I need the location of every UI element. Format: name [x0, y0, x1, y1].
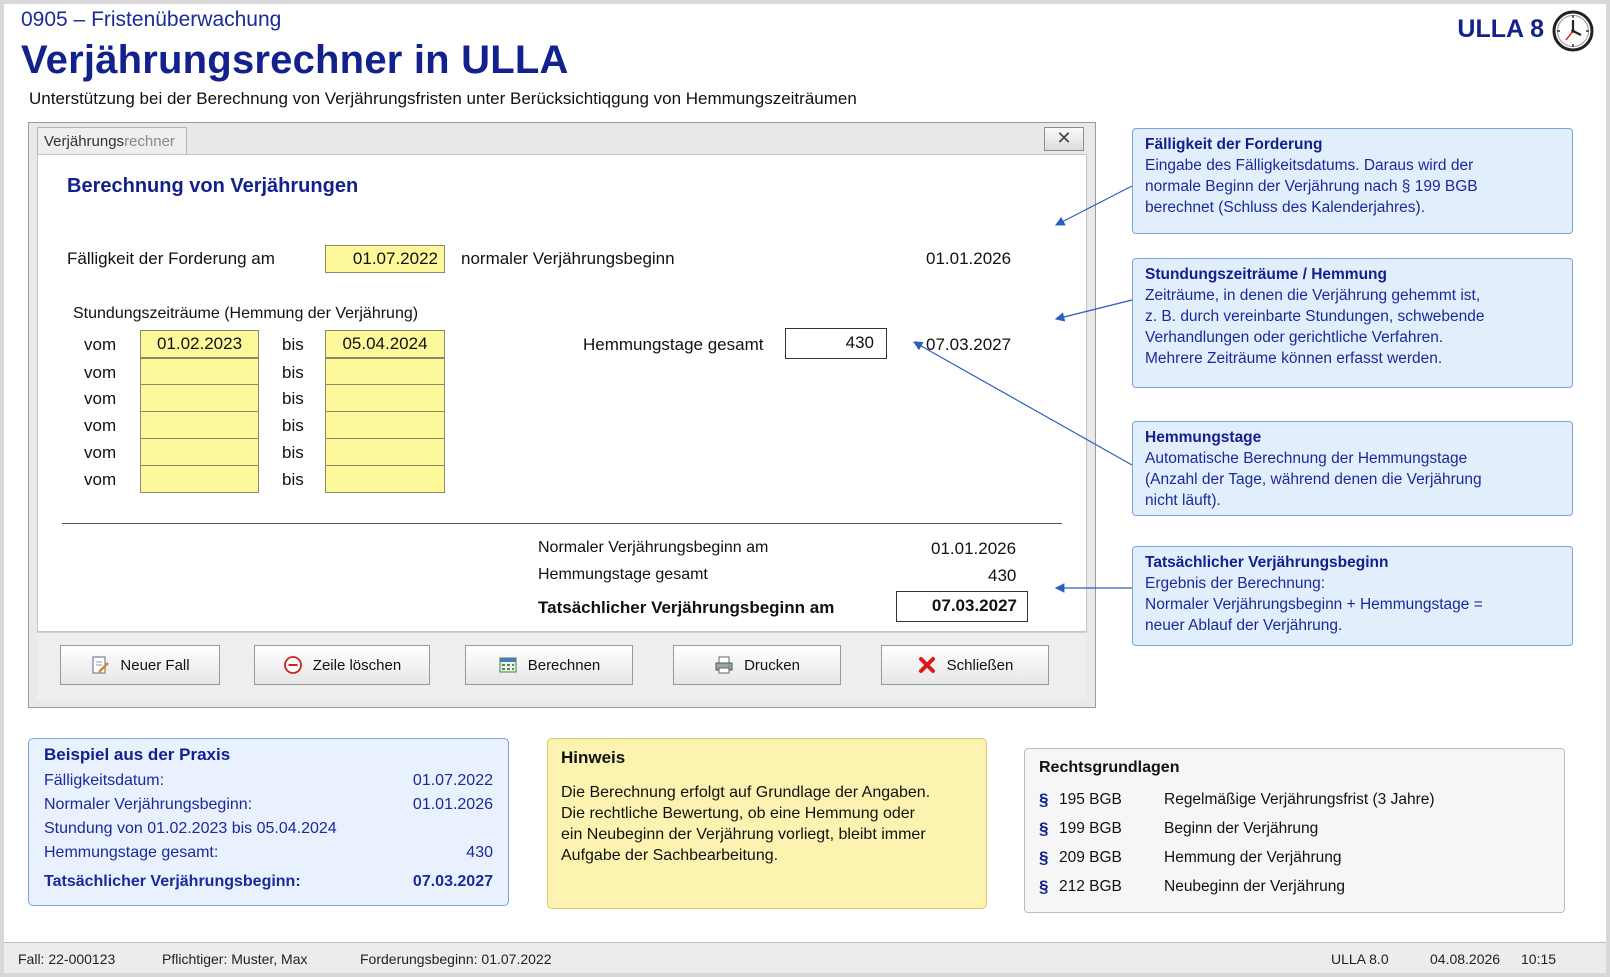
button-bar: [37, 632, 1087, 700]
legal-ref: 212 BGB: [1059, 877, 1122, 895]
period-from-label: vom: [84, 389, 117, 408]
period-to-input[interactable]: [325, 465, 445, 493]
minus-circle-icon: [283, 655, 303, 675]
close-button[interactable]: [881, 645, 1049, 685]
callout-line: Mehrere Zeiträume können erfasst werden.: [1145, 350, 1443, 367]
window-close-button[interactable]: [1044, 127, 1084, 151]
due-date-input[interactable]: 01.07.2022: [325, 245, 445, 273]
period-from-input[interactable]: [140, 358, 259, 386]
legal-desc: Regelmäßige Verjährungsfrist (3 Jahre): [1164, 790, 1435, 808]
summary-actual-label: Tatsächlicher Verjährungsbeginn am: [538, 598, 835, 617]
new-case-button[interactable]: [60, 645, 220, 685]
calculate-label: Berechnen: [527, 656, 601, 674]
delete-row-label: Zeile löschen: [312, 656, 402, 674]
period-to-label: bis: [282, 335, 304, 354]
summary-days-value: 430: [988, 566, 1017, 585]
status-obligor: Pflichtiger: Muster, Max: [162, 951, 308, 967]
summary-normal-label: Normaler Verjährungsbeginn am: [538, 539, 769, 556]
callout-deferral: [1132, 258, 1573, 388]
callout-title: Tatsächlicher Verjährungsbeginn: [1145, 554, 1389, 571]
status-time: 10:15: [1521, 951, 1557, 967]
legal-basis-row: [1039, 843, 1550, 872]
deferral-heading: Stundungszeiträume (Hemmung der Verjährung): [73, 305, 419, 322]
paragraph-icon: §: [1039, 789, 1049, 809]
printer-icon: [714, 655, 734, 675]
example-label: Hemmungstage gesamt:: [44, 844, 219, 861]
suspension-total-label: Hemmungstage gesamt: [583, 335, 764, 354]
legal-basis-list: [1039, 785, 1550, 901]
example-label: Tatsächlicher Verjährungsbeginn:: [44, 873, 301, 890]
legal-ref: 199 BGB: [1059, 819, 1122, 837]
callout-title: Stundungszeiträume / Hemmung: [1145, 266, 1387, 283]
window-tab-label-suffix: rechner: [124, 133, 175, 150]
hint-panel: [547, 738, 987, 909]
status-claim-start: Forderungsbeginn: 01.07.2022: [360, 951, 552, 967]
due-date-label: Fälligkeit der Forderung am: [67, 249, 275, 268]
period-to-input[interactable]: [325, 384, 445, 412]
example-row: [44, 769, 493, 793]
period-from-label: vom: [84, 416, 117, 435]
brand-logo-text: ULLA 8: [1457, 15, 1544, 43]
callout-line: z. B. durch vereinbarte Stundungen, schwebende: [1145, 308, 1485, 325]
suspension-total-output: 430: [785, 328, 887, 359]
callout-suspension-days: [1132, 421, 1573, 516]
new-document-icon: [90, 655, 110, 675]
period-from-input[interactable]: [140, 465, 259, 493]
period-from-label: vom: [84, 443, 117, 462]
callout-line: Automatische Berechnung der Hemmungstage: [1145, 450, 1468, 467]
period-from-input[interactable]: [140, 384, 259, 412]
window-tab-label: Verjährungs: [44, 133, 125, 150]
period-to-input[interactable]: [325, 411, 445, 439]
module-code: 0905 – Fristenüberwachung: [21, 8, 282, 31]
summary-days-label: Hemmungstage gesamt: [538, 566, 708, 583]
callout-due-date: [1132, 128, 1573, 234]
hint-title: Hinweis: [561, 748, 626, 767]
hint-line: Aufgabe der Sachbearbeitung.: [561, 847, 779, 864]
callout-line: Ergebnis der Berechnung:: [1145, 575, 1326, 592]
period-to-label: bis: [282, 363, 304, 382]
red-x-icon: [917, 655, 937, 675]
new-case-label: Neuer Fall: [120, 656, 190, 674]
example-row: [44, 817, 493, 841]
example-label: Fälligkeitsdatum:: [44, 772, 165, 789]
window-tab[interactable]: [37, 127, 187, 154]
summary-normal-value: 01.01.2026: [931, 539, 1017, 558]
section-title: Berechnung von Verjährungen: [67, 175, 359, 197]
example-row: [44, 870, 493, 894]
legal-desc: Hemmung der Verjährung: [1164, 848, 1342, 866]
example-row: [44, 793, 493, 817]
suspension-result-date: 07.03.2027: [926, 335, 1012, 354]
legal-desc: Neubeginn der Verjährung: [1164, 877, 1345, 895]
period-from-label: vom: [84, 470, 117, 489]
period-to-input[interactable]: 05.04.2024: [325, 330, 445, 358]
callout-line: nicht läuft).: [1145, 492, 1221, 509]
period-to-label: bis: [282, 470, 304, 489]
legal-ref: 209 BGB: [1059, 848, 1122, 866]
example-panel: [28, 738, 509, 906]
period-from-input[interactable]: [140, 438, 259, 466]
callout-line: neuer Ablauf der Verjährung.: [1145, 617, 1343, 634]
period-to-label: bis: [282, 443, 304, 462]
example-value: 01.07.2022: [412, 772, 493, 789]
legal-ref: 195 BGB: [1059, 790, 1122, 808]
example-value: 07.03.2027: [412, 873, 493, 890]
legal-basis-title: Rechtsgrundlagen: [1039, 759, 1180, 776]
period-to-input[interactable]: [325, 358, 445, 386]
callout-line: Verhandlungen oder gerichtliche Verfahren.: [1145, 329, 1444, 346]
divider: [62, 523, 1062, 524]
example-value: 01.01.2026: [412, 796, 493, 813]
calculator-icon: [498, 655, 518, 675]
calculate-button[interactable]: [465, 645, 633, 685]
paragraph-icon: §: [1039, 847, 1049, 867]
paragraph-icon: §: [1039, 818, 1049, 838]
period-from-label: vom: [84, 363, 117, 382]
calculator-form: [37, 154, 1087, 632]
print-label: Drucken: [744, 656, 800, 674]
summary-actual-output: 07.03.2027: [896, 591, 1028, 622]
period-from-input[interactable]: [140, 411, 259, 439]
clock-icon: [1552, 10, 1594, 52]
callout-line: (Anzahl der Tage, während denen die Verjährung: [1145, 471, 1482, 488]
paragraph-icon: §: [1039, 876, 1049, 896]
callout-line: normale Beginn der Verjährung nach § 199 BGB: [1145, 178, 1478, 195]
callout-line: berechnet (Schluss des Kalenderjahres).: [1145, 199, 1426, 216]
print-button[interactable]: [673, 645, 841, 685]
status-date: 04.08.2026: [1430, 951, 1501, 967]
normal-start-value: 01.01.2026: [926, 249, 1012, 268]
legal-desc: Beginn der Verjährung: [1164, 819, 1319, 837]
period-to-label: bis: [282, 416, 304, 435]
callout-title: Fälligkeit der Forderung: [1145, 136, 1323, 153]
callout-line: Normaler Verjährungsbeginn + Hemmungstage =: [1145, 596, 1483, 613]
status-case: Fall: 22-000123: [18, 951, 116, 967]
period-from-input[interactable]: 01.02.2023: [140, 330, 259, 358]
callout-line: Zeiträume, in denen die Verjährung gehemmt ist,: [1145, 287, 1481, 304]
example-deferral-text: Stundung von 01.02.2023 bis 05.04.2024: [44, 820, 337, 837]
callout-actual-start: [1132, 546, 1573, 646]
hint-line: Die rechtliche Bewertung, ob eine Hemmung oder: [561, 805, 915, 822]
calculator-window: [28, 122, 1096, 708]
example-row: [44, 841, 493, 865]
legal-basis-row: [1039, 785, 1550, 814]
delete-row-button[interactable]: [254, 645, 430, 685]
example-title: Beispiel aus der Praxis: [44, 745, 231, 764]
status-version: ULLA 8.0: [1331, 951, 1389, 967]
hint-line: ein Neubeginn der Verjährung vorliegt, bleibt immer: [561, 826, 926, 843]
period-to-input[interactable]: [325, 438, 445, 466]
close-label: Schließen: [946, 656, 1014, 674]
hint-line: Die Berechnung erfolgt auf Grundlage der Angaben.: [561, 784, 931, 801]
example-label: Normaler Verjährungsbeginn:: [44, 796, 253, 813]
legal-basis-row: [1039, 814, 1550, 843]
status-bar: [4, 942, 1606, 973]
callout-line: Eingabe des Fälligkeitsdatums. Daraus wird der: [1145, 157, 1474, 174]
normal-start-label: normaler Verjährungsbeginn: [461, 249, 675, 268]
period-from-label: vom: [84, 335, 117, 354]
close-icon: ✕: [1056, 128, 1072, 148]
period-to-label: bis: [282, 389, 304, 408]
example-value: 430: [466, 844, 493, 861]
page-subtitle: Unterstützung bei der Berechnung von Verjährungsfristen unter Berücksichtiqgung von Hemmungszeiträumen: [29, 89, 857, 108]
page-title: Verjährungsrechner in ULLA: [21, 38, 569, 82]
legal-basis-row: [1039, 872, 1550, 901]
legal-basis-panel: [1024, 748, 1565, 913]
callout-title: Hemmungstage: [1145, 429, 1262, 446]
